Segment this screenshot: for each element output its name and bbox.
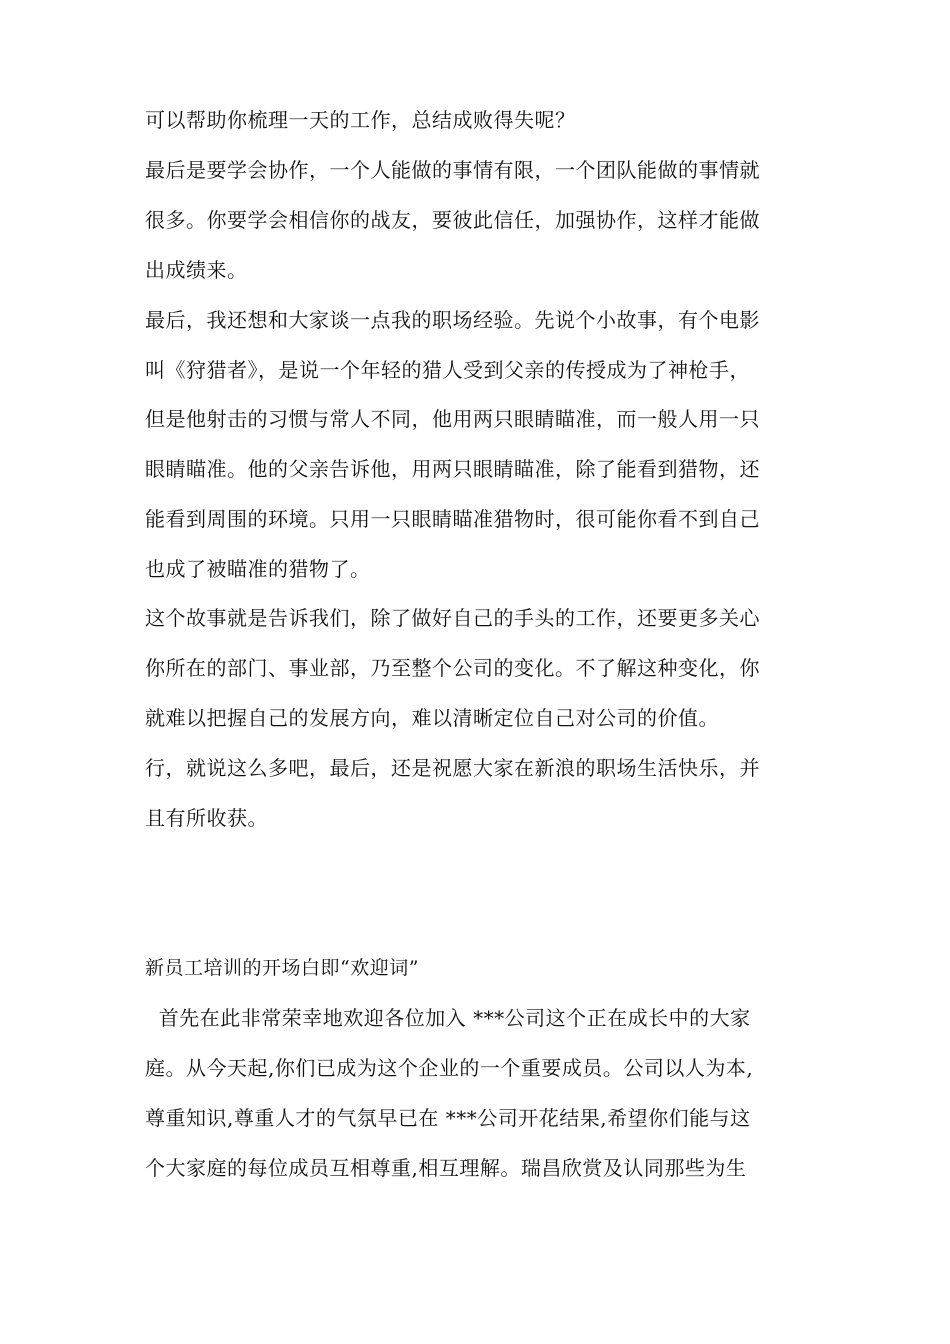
paragraph-line: 就难以把握自己的发展方向，难以清晰定位自己对公司的价值。 [145, 706, 719, 730]
paragraph-line: 尊重知识,尊重人才的气氛早已在 ***公司开花结果,希望你们能与这 [145, 1106, 751, 1130]
paragraph-line: 最后，我还想和大家谈一点我的职场经验。先说个小故事，有个电影 [145, 308, 760, 332]
paragraph-line: 很多。你要学会相信你的战友，要彼此信任，加强协作，这样才能做 [145, 208, 760, 232]
paragraph-line: 庭。从今天起,你们已成为这个企业的一个重要成员。公司以人为本, [145, 1056, 754, 1080]
paragraph-line: 行，就说这么多吧，最后，还是祝愿大家在新浪的职场生活快乐，并 [145, 756, 760, 780]
paragraph-line: 叫《狩猎者》，是说一个年轻的猎人受到父亲的传授成为了神枪手， [145, 358, 750, 382]
paragraph-line: 也成了被瞄准的猎物了。 [145, 557, 371, 581]
paragraph-line: 个大家庭的每位成员互相尊重,相互理解。瑞昌欣赏及认同那些为生 [145, 1156, 747, 1180]
paragraph-line: 眼睛瞄准。他的父亲告诉他，用两只眼睛瞄准，除了能看到猎物，还 [145, 457, 760, 481]
paragraph-line: 出成绩来。 [145, 258, 248, 282]
paragraph-line: 首先在此非常荣幸地欢迎各位加入 ***公司这个正在成长中的大家 [145, 1006, 751, 1030]
paragraph-line: 能看到周围的环境。只用一只眼睛瞄准猎物时，很可能你看不到自己 [145, 507, 760, 531]
paragraph-line: 最后是要学会协作，一个人能做的事情有限，一个团队能做的事情就 [145, 158, 760, 182]
paragraph-line: 且有所收获。 [145, 806, 268, 830]
paragraph-line: 可以帮助你梳理一天的工作，总结成败得失呢？ [145, 108, 576, 132]
paragraph-line: 但是他射击的习惯与常人不同，他用两只眼睛瞄准，而一般人用一只 [145, 407, 760, 431]
paragraph-line: 这个故事就是告诉我们，除了做好自己的手头的工作，还要更多关心 [145, 606, 760, 630]
paragraph-line: 你所在的部门、事业部，乃至整个公司的变化。不了解这种变化，你 [145, 656, 760, 680]
section-title: 新员工培训的开场白即“欢迎词” [145, 957, 419, 979]
